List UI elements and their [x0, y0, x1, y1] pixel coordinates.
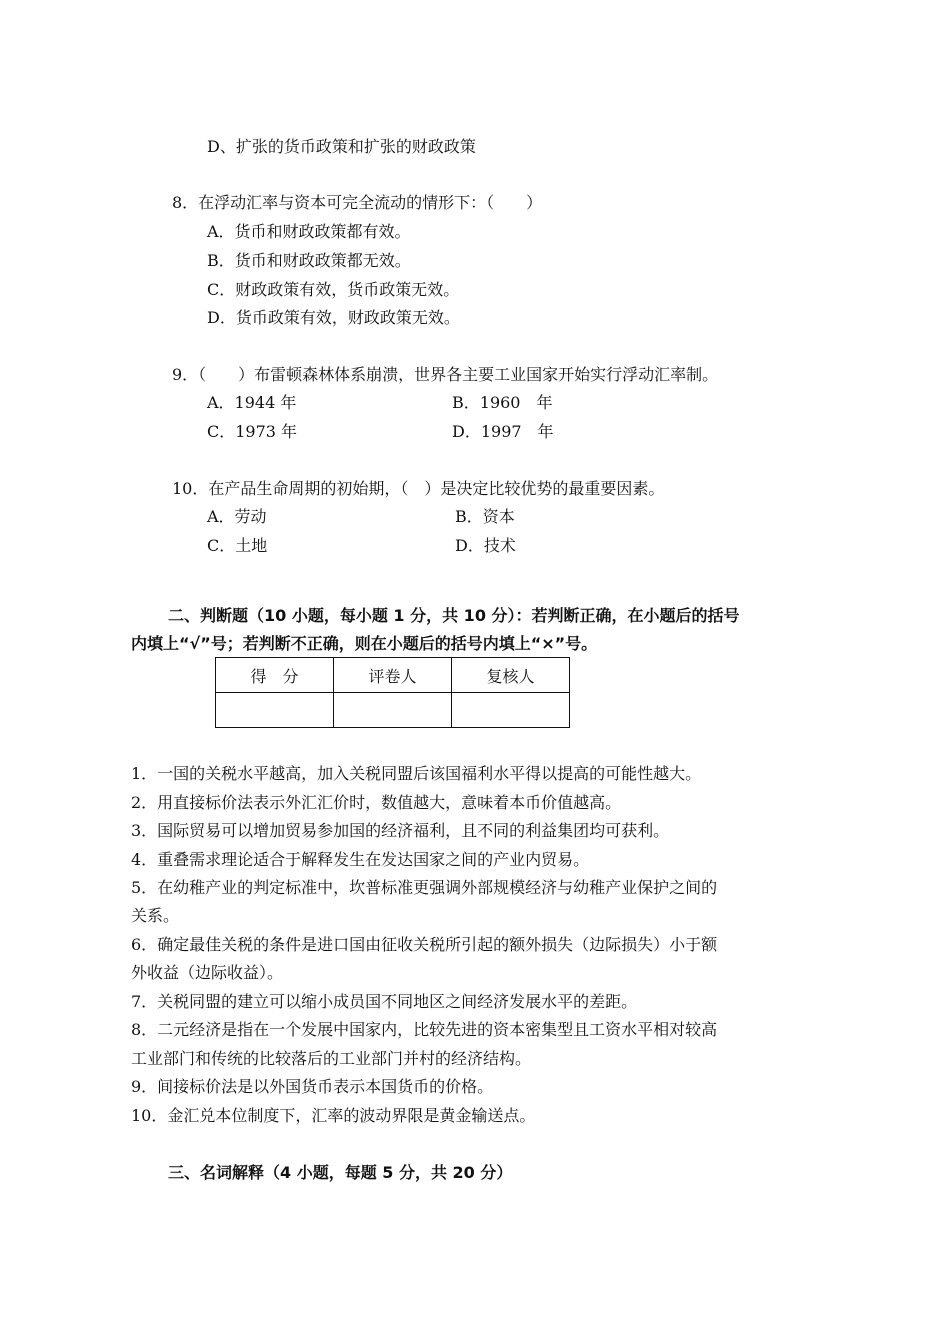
- q8-stem: 8．在浮动汇率与资本可完全流动的情形下：（ ）: [172, 193, 543, 212]
- judge-item-6-cont: 外收益（边际收益）。: [131, 963, 284, 982]
- q10-option-d: D．技术: [455, 536, 516, 555]
- section2-heading-line1: 二、判断题（10 小题，每小题 1 分，共 10 分）：若判断正确，在小题后的括号: [168, 606, 740, 625]
- grader-header: 评卷人: [334, 658, 452, 693]
- judge-item-5-cont: 关系。: [131, 906, 180, 925]
- reviewer-header: 复核人: [452, 658, 570, 693]
- score-table-header-row: [216, 658, 570, 693]
- q9-option-b: B．1960 年: [452, 393, 553, 412]
- score-header: 得 分: [216, 658, 334, 693]
- score-cell[interactable]: [216, 693, 334, 728]
- q10-stem: 10．在产品生命周期的初始期，（ ）是决定比较优势的最重要因素。: [172, 479, 665, 498]
- q10-option-b: B．资本: [455, 507, 515, 526]
- grader-cell[interactable]: [334, 693, 452, 728]
- judge-item-7: 7．关税同盟的建立可以缩小成员国不同地区之间经济发展水平的差距。: [131, 992, 638, 1011]
- reviewer-cell[interactable]: [452, 693, 570, 728]
- q10-option-c: C．土地: [207, 536, 268, 555]
- section3-heading: 三、名词解释（4 小题，每题 5 分，共 20 分）: [168, 1163, 513, 1182]
- judge-item-10: 10．金汇兑本位制度下，汇率的波动界限是黄金输送点。: [131, 1106, 536, 1125]
- q9-option-a: A．1944 年: [207, 393, 297, 412]
- judge-item-5: 5．在幼稚产业的判定标准中，坎普标准更强调外部规模经济与幼稚产业保护之间的: [131, 878, 718, 897]
- section2-heading-line2: 内填上“√”号；若判断不正确，则在小题后的括号内填上“×”号。: [131, 634, 598, 653]
- q7-option-d: D、扩张的货币政策和扩张的财政政策: [207, 137, 476, 156]
- judge-item-1: 1．一国的关税水平越高，加入关税同盟后该国福利水平得以提高的可能性越大。: [131, 764, 702, 783]
- q9-option-c: C．1973 年: [207, 422, 298, 441]
- judge-item-6: 6．确定最佳关税的条件是进口国由征收关税所引起的额外损失（边际损失）小于额: [131, 935, 718, 954]
- q9-option-d: D．1997 年: [452, 422, 554, 441]
- q9-stem: 9．（ ）布雷顿森林体系崩溃，世界各主要工业国家开始实行浮动汇率制。: [172, 365, 719, 384]
- judge-item-3: 3．国际贸易可以增加贸易参加国的经济福利，且不同的利益集团均可获利。: [131, 821, 670, 840]
- judge-item-4: 4．重叠需求理论适合于解释发生在发达国家之间的产业内贸易。: [131, 850, 590, 869]
- score-table: [215, 657, 570, 728]
- q8-option-c: C．财政政策有效，货币政策无效。: [207, 280, 460, 299]
- judge-item-8-cont: 工业部门和传统的比较落后的工业部门并村的经济结构。: [131, 1049, 532, 1068]
- q10-option-a: A．劳动: [207, 507, 267, 526]
- q8-option-d: D．货币政策有效，财政政策无效。: [207, 308, 460, 327]
- score-table-input-row: [216, 693, 570, 728]
- judge-item-8: 8．二元经济是指在一个发展中国家内，比较先进的资本密集型且工资水平相对较高: [131, 1020, 718, 1039]
- q8-option-b: B．货币和财政政策都无效。: [207, 251, 411, 270]
- q8-option-a: A．货币和财政政策都有效。: [207, 222, 411, 241]
- judge-item-9: 9．间接标价法是以外国货币表示本国货币的价格。: [131, 1077, 494, 1096]
- judge-item-2: 2．用直接标价法表示外汇汇价时，数值越大，意味着本币价值越高。: [131, 793, 622, 812]
